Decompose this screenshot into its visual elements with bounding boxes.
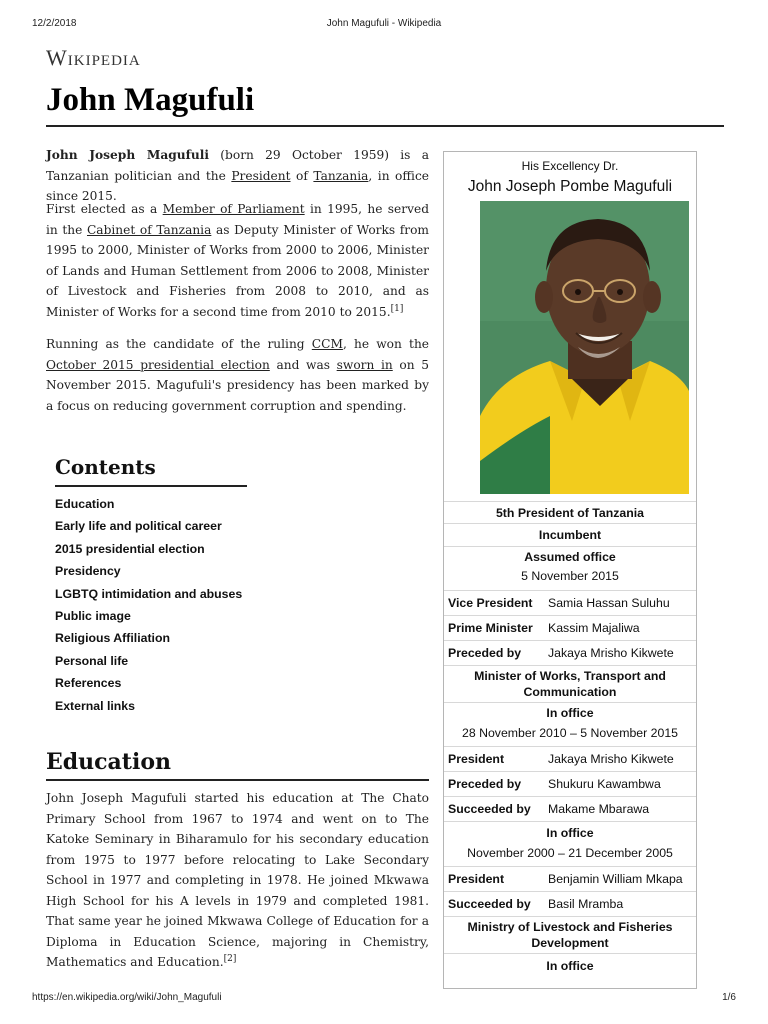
education-divider (46, 779, 429, 781)
text-span: as Deputy Minister of Works from 1995 to 2000, Minister of Works from 2000 to 2006, Minister of Lands and Human Settlement from 2006 to 2008, Minister of Livestock and Fisheries from 2008 to 2010, and as Minister of Works for a second time from 2010 to 2015. (46, 222, 429, 319)
table-of-contents (55, 455, 247, 717)
toc-item-education[interactable]: Education (55, 497, 115, 511)
portrait-photo[interactable] (480, 201, 689, 494)
subject-name: John Joseph Magufuli (46, 148, 209, 162)
infobox-value-link[interactable]: Makame Mbarawa (548, 802, 650, 816)
toc-item-external-links[interactable]: External links (55, 698, 135, 713)
infobox-label: Preceded by (448, 777, 522, 791)
toc-item-early-life[interactable]: Early life and political career (55, 519, 222, 534)
print-page-number: 1/6 (722, 992, 736, 1003)
toc-list (55, 493, 247, 717)
toc-item-religious-affiliation[interactable]: Religious Affiliation (55, 631, 170, 646)
text-span: on 5 November 2015. Magufuli's presidency has been marked by a focus on reducing government corruption and spending. (46, 357, 429, 413)
infobox-row-preceded-by-2 (444, 771, 696, 796)
infobox-row-succeeded-by-2 (444, 891, 696, 916)
infobox (443, 151, 697, 989)
infobox-office-dates-2: November 2000 – 21 December 2005 (467, 846, 673, 860)
infobox-office-livestock-fisheries[interactable]: Ministry of Livestock and Fisheries Development (444, 916, 696, 953)
text-span: of (290, 168, 314, 183)
infobox-value-link[interactable]: Shukuru Kawambwa (548, 777, 661, 791)
infobox-in-office-label: In office (444, 702, 696, 723)
toc-title: Contents (55, 455, 247, 487)
infobox-incumbent: Incumbent (444, 523, 696, 546)
text-span: John Joseph Magufuli started his education at The Chato Primary School from 1967 to 1974 and went on to The Katoke Seminary in Biharamulo for his secondary education from 1975 to 1977 before relocating to Lake Secondary School in 1977 and completing in 1978. He joined Mkwawa High School for his A levels in 1979 and completed 1981. That same year he joined Mkwawa College of Education for a Diploma in Education Science, majoring in Chemistry, Mathematics and Education. (46, 791, 429, 969)
infobox-assumed-office-date: 5 November 2015 (521, 569, 619, 583)
print-header (32, 18, 736, 32)
infobox-row-prime-minister (444, 615, 696, 640)
intro-paragraph-1 (46, 145, 429, 207)
reference-1[interactable]: [1] (390, 303, 404, 314)
link-president[interactable]: President (231, 168, 291, 183)
link-october-2015-election[interactable]: October 2015 presidential election (46, 357, 270, 372)
text-span: , he won the (342, 337, 430, 351)
wikipedia-wordmark[interactable]: Wikipedia (46, 45, 141, 70)
print-page-title: John Magufuli - Wikipedia (326, 18, 442, 29)
intro-paragraph-3 (46, 334, 429, 416)
toc-item-2015-election[interactable]: 2015 presidential election (55, 541, 205, 556)
infobox-label: President (448, 752, 505, 766)
infobox-assumed-office-label: Assumed office (444, 546, 696, 566)
toc-item-public-image[interactable]: Public image (55, 608, 131, 623)
infobox-honorific: His Excellency Dr. (521, 159, 619, 173)
infobox-in-office-label-2: In office (444, 821, 696, 843)
infobox-value-link[interactable]: Jakaya Mrisho Kikwete (548, 752, 674, 766)
toc-item-personal-life[interactable]: Personal life (55, 653, 129, 668)
infobox-row-president-2 (444, 866, 696, 891)
link-member-of-parliament[interactable]: Member of Parliament (162, 202, 305, 216)
infobox-value-link[interactable]: Benjamin William Mkapa (548, 872, 683, 886)
infobox-label: Prime Minister (448, 621, 533, 635)
infobox-label: Preceded by (448, 646, 522, 660)
link-tanzania[interactable]: Tanzania (313, 168, 369, 183)
title-divider (46, 125, 724, 127)
infobox-row-president (444, 746, 696, 771)
print-url: https://en.wikipedia.org/wiki/John_Magufuli (32, 992, 222, 1003)
infobox-value-link[interactable]: Basil Mramba (548, 897, 624, 911)
print-date: 12/2/2018 (32, 18, 77, 29)
toc-item-presidency[interactable]: Presidency (55, 564, 121, 579)
infobox-value-link[interactable]: Samia Hassan Suluhu (548, 596, 670, 610)
portrait-image (480, 201, 689, 494)
infobox-label: Vice President (448, 596, 533, 610)
text-span: Running as the candidate of the ruling (46, 337, 312, 351)
education-paragraph (46, 788, 429, 973)
infobox-in-office-label-3: In office (444, 953, 696, 977)
page-title: John Magufuli (46, 82, 255, 118)
infobox-label: President (448, 872, 505, 886)
text-span: in 1995, he served in the (46, 202, 429, 237)
link-sworn-in[interactable]: sworn in (336, 357, 393, 372)
infobox-office-president[interactable]: 5th President of Tanzania (444, 501, 696, 523)
text-span: (born 29 October 1959) is a Tanzanian politician and the (46, 148, 429, 183)
toc-item-references[interactable]: References (55, 676, 122, 691)
infobox-row-preceded-by (444, 640, 696, 665)
infobox-office-minister-of-works[interactable]: Minister of Works, Transport and Communication (444, 665, 696, 702)
infobox-label: Succeeded by (448, 897, 531, 911)
reference-2[interactable]: [2] (223, 953, 237, 964)
infobox-row-vice-president (444, 590, 696, 615)
infobox-value-link[interactable]: Jakaya Mrisho Kikwete (548, 646, 674, 660)
education-heading: Education (46, 749, 171, 775)
infobox-value-link[interactable]: Kassim Majaliwa (548, 621, 640, 635)
infobox-name: John Joseph Pombe Magufuli (467, 178, 673, 195)
link-cabinet-of-tanzania[interactable]: Cabinet of Tanzania (86, 222, 212, 237)
text-span: , in office since 2015. (46, 168, 429, 203)
text-span: First elected as a (46, 202, 163, 216)
link-ccm[interactable]: CCM (311, 337, 343, 351)
infobox-office-dates: 28 November 2010 – 5 November 2015 (461, 726, 678, 740)
intro-paragraph-2 (46, 199, 429, 322)
print-footer (32, 992, 736, 1006)
toc-item-lgbtq[interactable]: LGBTQ intimidation and abuses (55, 586, 243, 601)
infobox-label: Succeeded by (448, 802, 531, 816)
text-span: and was (269, 357, 337, 372)
infobox-row-succeeded-by (444, 796, 696, 821)
